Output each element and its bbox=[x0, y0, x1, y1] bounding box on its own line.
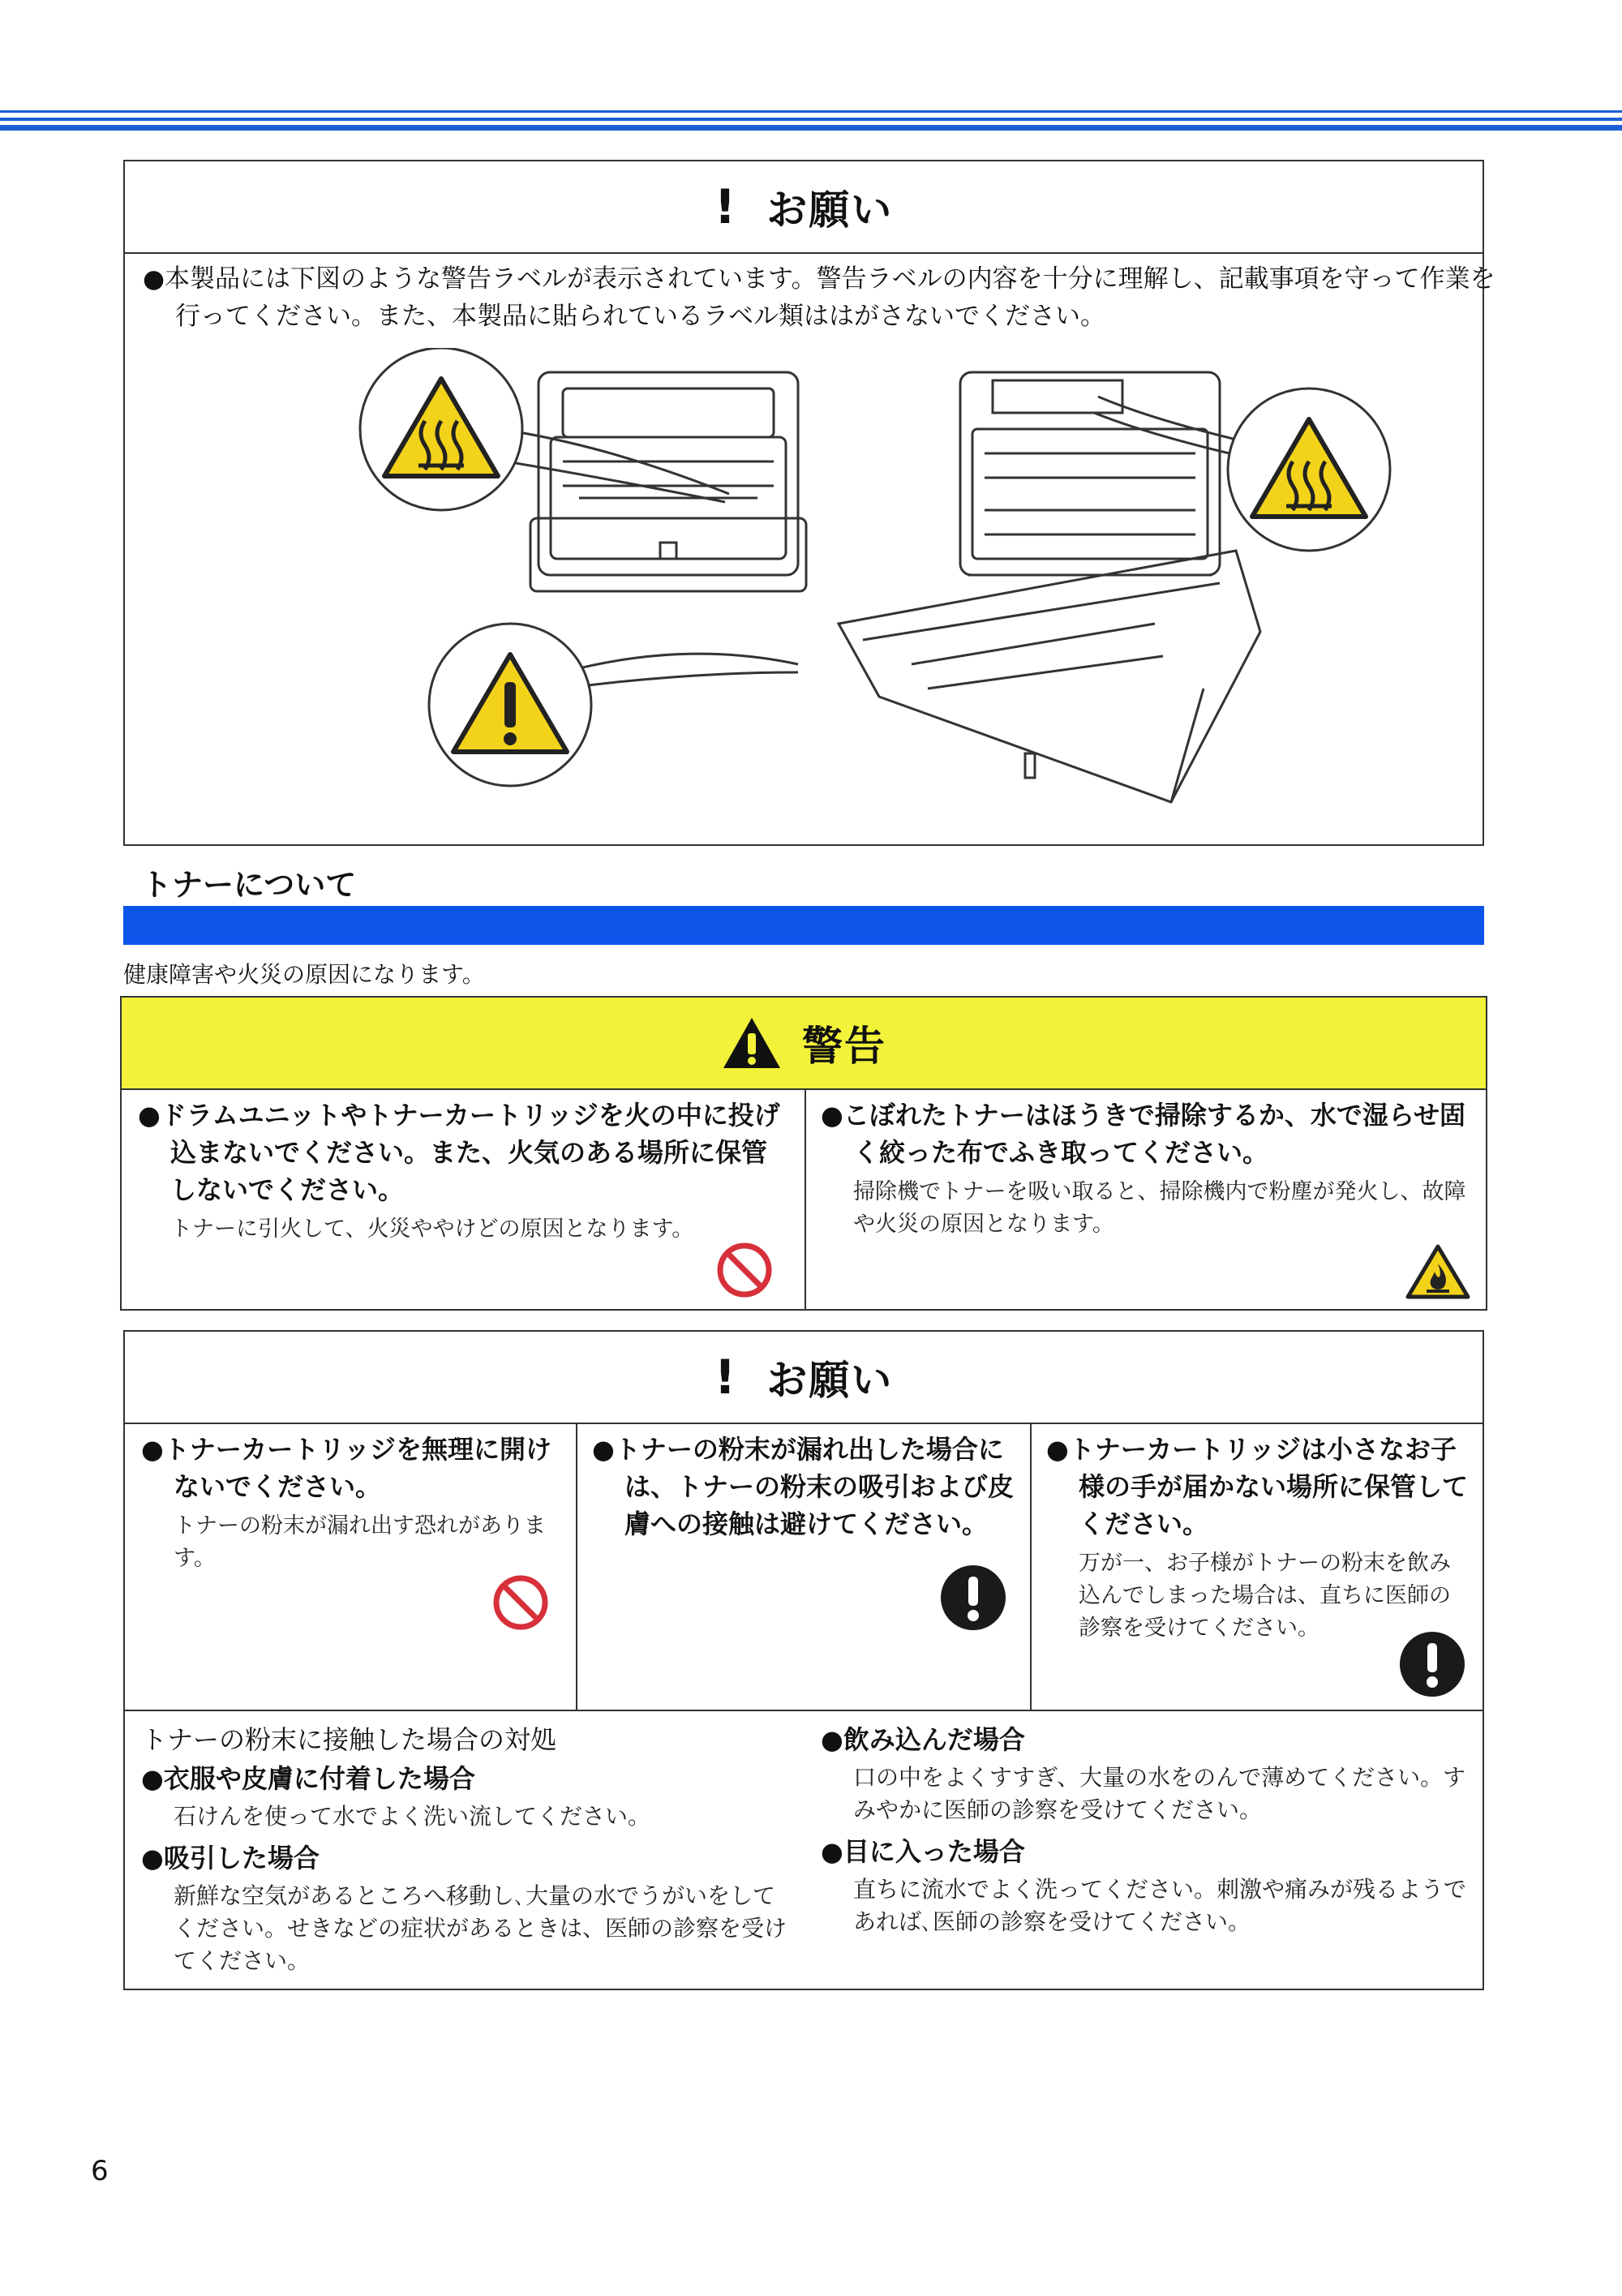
contact-item-label: ●吸引した場合 bbox=[141, 1843, 320, 1873]
header-rule-thick bbox=[0, 125, 1622, 131]
warning-header bbox=[122, 998, 1486, 1090]
notice-title: お願い bbox=[766, 187, 894, 234]
section-intro: 健康障害や火災の原因になります。 bbox=[123, 961, 485, 988]
contact-item-label: ●目に入った場合 bbox=[821, 1836, 1025, 1867]
printer-rear-drawing bbox=[960, 372, 1220, 575]
paper-tray-drawing bbox=[839, 551, 1260, 802]
warning-left-heading: ●ドラムユニットやトナーカートリッジを火の中に投げ込まないでください。また、火気のある場所に保管しないでください。 bbox=[138, 1100, 780, 1205]
warning-title: 警告 bbox=[802, 1023, 886, 1070]
contact-item-text: 新鮮な空気があるところへ移動し､大量の水でうがいをしてください。せきなどの症状があるときは、医師の診察を受けてください。 bbox=[174, 1882, 787, 1974]
contact-title: トナーの粉末に接触した場合の対処 bbox=[141, 1724, 557, 1755]
col3-heading: ●トナーカートリッジは小さなお子様の手が届かない場所に保管してください。 bbox=[1046, 1434, 1469, 1539]
column-divider bbox=[805, 1088, 806, 1309]
hot-surface-icon bbox=[360, 348, 522, 510]
contact-left bbox=[141, 1721, 790, 1977]
warning-box bbox=[120, 996, 1487, 1311]
warning-triangle-icon bbox=[721, 1015, 783, 1071]
col2-heading: ●トナーの粉末が漏れ出した場合には、トナーの粉末の吸引および皮膚への接触は避けてください。 bbox=[592, 1434, 1015, 1539]
hot-surface-icon bbox=[1228, 388, 1390, 551]
header-rule-mid bbox=[0, 118, 1622, 121]
section-bar bbox=[123, 906, 1484, 945]
printer-front-drawing bbox=[530, 372, 806, 591]
contact-item-label: ●衣服や皮膚に付着した場合 bbox=[141, 1763, 475, 1794]
contact-item-text: 石けんを使って水でよく洗い流してください。 bbox=[174, 1803, 651, 1830]
notice-header bbox=[125, 161, 1483, 254]
notice-columns bbox=[125, 1423, 1483, 1711]
page-number: 6 bbox=[91, 2155, 109, 2187]
contact-item-label: ●飲み込んだ場合 bbox=[821, 1724, 1025, 1755]
notice-header bbox=[125, 1332, 1483, 1424]
col1-body: トナーの粉末が漏れ出す恐れがあります。 bbox=[174, 1513, 546, 1571]
column-divider bbox=[1030, 1423, 1032, 1710]
col1-heading: ●トナーカートリッジを無理に開けないでください。 bbox=[141, 1434, 552, 1502]
contact-item-text: 直ちに流水でよく洗ってください。刺激や痛みが残るようであれば､医師の診察を受けてください。 bbox=[853, 1876, 1467, 1935]
col3-body: 万が一、お子様がトナーの粉末を飲み込んでしまった場合は、直ちに医師の診察を受けてください。 bbox=[1079, 1551, 1451, 1641]
prohibited-icon bbox=[715, 1241, 774, 1299]
exclamation-icon: ! bbox=[714, 1350, 736, 1405]
warning-right-heading: ●こぼれたトナーはほうきで掃除するか、水で湿らせ固く絞った布でふき取ってください。 bbox=[821, 1100, 1465, 1168]
notice-text: ●本製品には下図のような警告ラベルが表示されています。警告ラベルの内容を十分に理解し、記載事項を守って作業を行ってください。また、本製品に貼られているラベル類ははがさないでください。 bbox=[143, 264, 1495, 331]
caution-icon bbox=[429, 624, 591, 786]
warning-left-body: トナーに引火して、火災ややけどの原因となります。 bbox=[170, 1217, 694, 1242]
contact-right bbox=[821, 1721, 1470, 1938]
notice-box-labels bbox=[123, 160, 1495, 846]
warning-left-cell bbox=[138, 1088, 787, 1309]
notice-box-toner bbox=[123, 1330, 1484, 1990]
contact-item-text: 口の中をよくすすぎ、大量の水をのんで薄めてください。すみやかに医師の診察を受けてください。 bbox=[853, 1764, 1466, 1823]
notice-col-1 bbox=[141, 1423, 563, 1710]
fire-warning-icon bbox=[1405, 1244, 1470, 1299]
warning-right-cell bbox=[821, 1088, 1470, 1309]
section-title: トナーについて bbox=[141, 867, 357, 903]
mandatory-icon bbox=[1398, 1630, 1466, 1698]
notice-title: お願い bbox=[766, 1357, 894, 1404]
prohibited-icon bbox=[491, 1573, 550, 1632]
printer-label-illustration bbox=[344, 348, 1398, 835]
column-divider bbox=[576, 1423, 577, 1710]
warning-right-body: 掃除機でトナーを吸い取ると、掃除機内で粉塵が発火し、故障や火災の原因となります。 bbox=[853, 1179, 1466, 1237]
exclamation-icon: ! bbox=[714, 179, 736, 234]
mandatory-icon bbox=[939, 1564, 1007, 1632]
header-rule-thin bbox=[0, 110, 1622, 113]
